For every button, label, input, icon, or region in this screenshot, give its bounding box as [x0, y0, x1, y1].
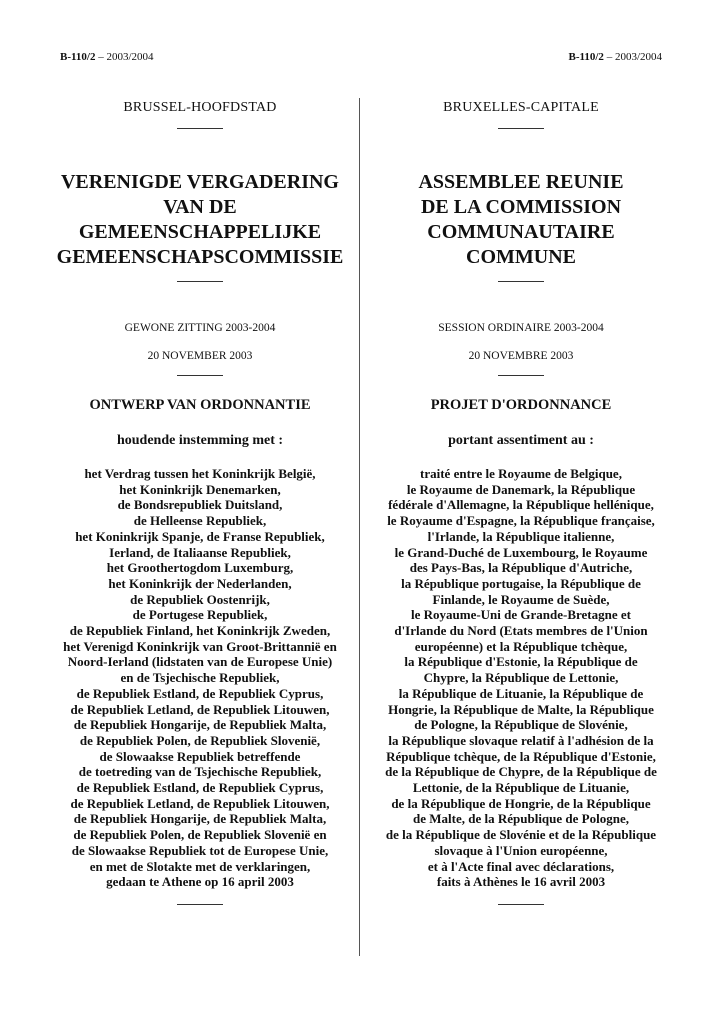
body-line: Noord-Ierland (lidstaten van de Europese Unie) [67, 654, 333, 670]
document-number: B-110/2 [60, 51, 96, 63]
document-subtitle: portant assentiment au : [448, 433, 594, 448]
session-year: – 2003/2004 [95, 51, 154, 63]
body-line: de la République de Hongrie, de la République [391, 795, 651, 811]
session-year: – 2003/2004 [603, 51, 662, 63]
body-line: het Groothertogdom Luxemburg, [106, 560, 294, 576]
session-date: 20 NOVEMBER 2003 [147, 350, 253, 362]
region-name: BRUSSEL-HOOFDSTAD [123, 100, 277, 115]
body-line: la République d'Estonie, la République de [404, 654, 638, 670]
body-line: gedaan te Athene op 16 april 2003 [106, 874, 294, 890]
separator-rule [498, 128, 544, 129]
body-line: het Koninkrijk der Nederlanden, [108, 575, 292, 591]
body-line: en met de Slotakte met de verklaringen, [89, 858, 311, 874]
column-divider [359, 98, 360, 956]
body-line: de Republiek Polen, de Republiek Slovenië, [79, 732, 321, 748]
body-line: de Republiek Letland, de Republiek Litouwen, [70, 701, 330, 717]
body-line: le Grand-Duché de Luxembourg, le Royaume [394, 544, 648, 560]
body-line: la République slovaque relatif à l'adhésion de la [388, 732, 654, 748]
title-line: ASSEMBLEE REUNIE [418, 171, 624, 193]
body-line: la République portugaise, la République de [401, 575, 641, 591]
session-label: GEWONE ZITTING 2003-2004 [124, 322, 276, 334]
separator-rule [498, 375, 544, 376]
body-line: de la République de Slovénie et de la République [385, 827, 657, 843]
body-line: de Republiek Oostenrijk, [130, 591, 270, 607]
body-line: l'Irlande, la République italienne, [427, 528, 615, 544]
body-line: traité entre le Royaume de Belgique, [420, 466, 622, 481]
body-line: het Verenigd Koninkrijk van Groot-Brittannië en [63, 638, 337, 654]
session-date: 20 NOVEMBRE 2003 [468, 350, 574, 362]
body-line: de Republiek Polen, de Republiek Slovenië en [73, 827, 327, 843]
separator-rule [498, 281, 544, 282]
title-line: GEMEENSCHAPSCOMMISSIE [56, 246, 344, 268]
body-line: fédérale d'Allemagne, la République hellénique, [388, 497, 654, 513]
body-line: République tchèque, de la République d'Estonie, [386, 748, 656, 764]
document-type: PROJET D'ORDONNANCE [430, 397, 612, 413]
document-number: B-110/2 [568, 51, 604, 63]
body-line: Hongrie, la République de Malte, la République [388, 701, 654, 717]
body-line: het Koninkrijk Spanje, de Franse Republiek, [75, 528, 325, 544]
assembly-title [372, 170, 670, 270]
body-line: en de Tsjechische Republiek, [120, 670, 280, 686]
body-line: Finlande, le Royaume de Suède, [432, 591, 610, 607]
body-line: de Republiek Hongarije, de Republiek Malta, [73, 811, 327, 827]
body-line: de Helleense Republiek, [133, 513, 267, 529]
body-line: européenne) et la République tchèque, [414, 638, 628, 654]
separator-rule [498, 904, 544, 905]
body-line: de Portugese Republiek, [132, 607, 268, 623]
separator-rule [177, 375, 223, 376]
body-line: de Republiek Estland, de Republiek Cyprus, [76, 685, 324, 701]
body-line: de Republiek Estland, de Republiek Cyprus, [76, 780, 324, 796]
title-line: GEMEENSCHAPPELIJKE [78, 221, 322, 243]
title-line: VAN DE [163, 196, 237, 218]
dutch-column [52, 98, 348, 905]
document-subtitle: houdende instemming met : [116, 433, 284, 448]
separator-rule [177, 904, 223, 905]
body-line: le Royaume de Danemark, la République [406, 481, 636, 497]
body-line: de Republiek Letland, de Republiek Litouwen, [70, 795, 330, 811]
body-line: d'Irlande du Nord (Etats membres de l'Union [394, 623, 648, 639]
body-line: Ierland, de Italiaanse Republiek, [109, 544, 291, 560]
body-line: de Slowaakse Republiek betreffende [99, 748, 301, 764]
body-line: et à l'Acte final avec déclarations, [427, 858, 615, 874]
body-line: de la République de Chypre, de la République de [385, 764, 657, 780]
title-line: VERENIGDE VERGADERING [60, 171, 339, 193]
body-line: des Pays-Bas, la République d'Autriche, [409, 560, 633, 576]
assembly-title [52, 170, 348, 270]
region-name: BRUXELLES-CAPITALE [443, 100, 599, 115]
body-line: de Slowaakse Republiek tot de Europese Unie, [71, 842, 329, 858]
body-line: het Koninkrijk Denemarken, [119, 481, 281, 497]
title-line: DE LA COMMISSION [420, 196, 622, 218]
page-header-left [60, 51, 154, 63]
body-line: slovaque à l'Union européenne, [434, 842, 608, 858]
body-line: de Malte, de la République de Pologne, [413, 811, 629, 827]
body-line: Chypre, la République de Lettonie, [423, 670, 619, 686]
page-header-right [568, 51, 662, 63]
body-line: de Republiek Finland, het Koninkrijk Zweden, [69, 623, 331, 639]
body-line: la République de Lituanie, la République de [398, 685, 644, 701]
body-line: de Bondsrepubliek Duitsland, [117, 497, 283, 513]
body-line: de toetreding van de Tsjechische Republiek, [78, 764, 322, 780]
document-type: ONTWERP VAN ORDONNANTIE [89, 397, 311, 413]
body-line: het Verdrag tussen het Koninkrijk België, [84, 466, 316, 481]
body-line: faits à Athènes le 16 avril 2003 [436, 874, 606, 890]
separator-rule [177, 128, 223, 129]
body-line: de Republiek Hongarije, de Republiek Malta, [73, 717, 327, 733]
body-line: le Royaume-Uni de Grande-Bretagne et [410, 607, 631, 623]
session-label: SESSION ORDINAIRE 2003-2004 [438, 322, 604, 334]
document-body [52, 466, 348, 890]
title-line: COMMUNE [466, 246, 576, 268]
separator-rule [177, 281, 223, 282]
french-column [372, 98, 670, 905]
body-line: de Pologne, la République de Slovénie, [414, 717, 628, 733]
body-line: le Royaume d'Espagne, la République française, [387, 513, 655, 529]
body-line: Lettonie, de la République de Lituanie, [412, 780, 630, 796]
title-line: COMMUNAUTAIRE [427, 221, 615, 243]
document-body [372, 466, 670, 890]
